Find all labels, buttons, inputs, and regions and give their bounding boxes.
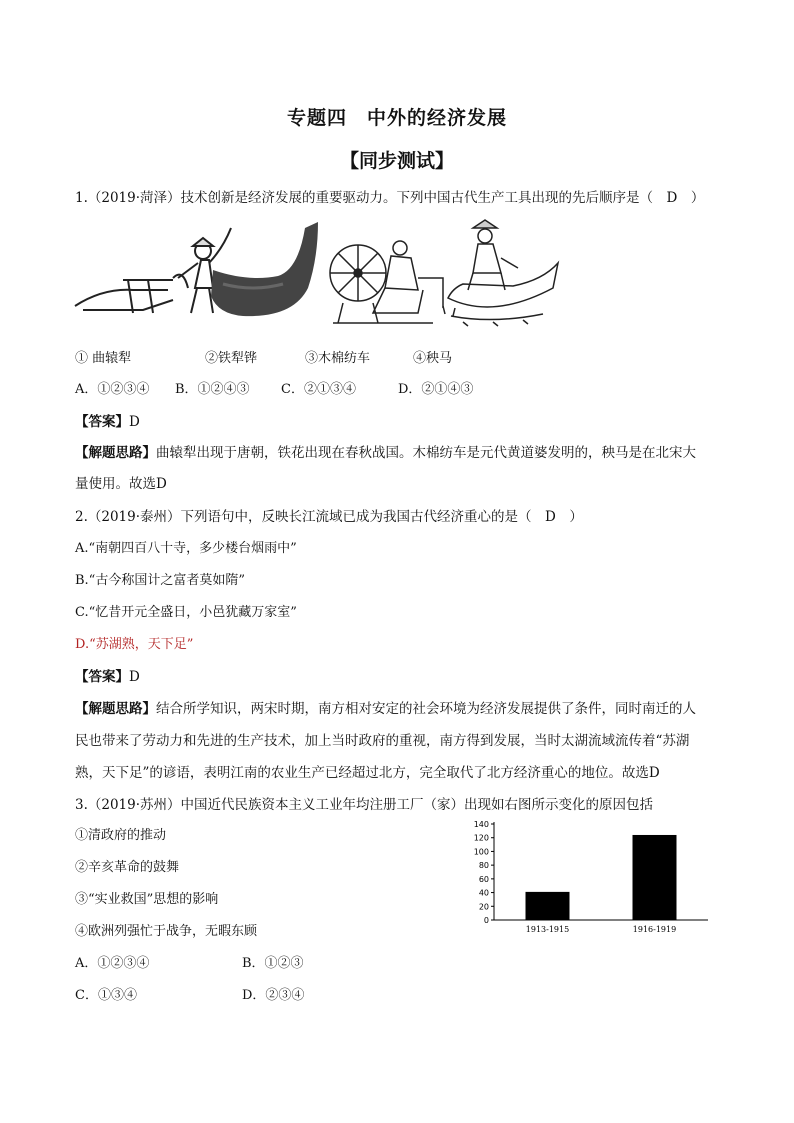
q2-option-d: D.“苏湖熟，天下足” (75, 637, 194, 652)
q1-stem: 1.（2019·菏泽）技术创新是经济发展的重要驱动力。下列中国古代生产工具出现的先后顺序是（ D ） (75, 190, 705, 206)
y-tick-label: 120 (473, 833, 489, 843)
q3-bar-chart-svg (468, 815, 718, 940)
q2-analysis (75, 697, 696, 717)
q2-answer (75, 665, 140, 685)
q2-analysis-line1: 结合所学知识，两宋时期，南方相对安定的社会环境为经济发展提供了条件，同时南迁的人 (156, 701, 696, 717)
x-tick-label: 1913-1915 (525, 925, 570, 934)
q1-tool-1: ① 曲辕犁 (75, 351, 132, 366)
q3-item-1: ①清政府的推动 (75, 828, 167, 843)
q3-option-b: B．①②③ (242, 956, 304, 971)
bar (526, 892, 570, 920)
y-tick-label: 80 (478, 861, 489, 871)
q2-stem: 2.（2019·泰州）下列语句中，反映长江流域已成为我国古代经济重心的是（ D ） (75, 509, 583, 525)
q1-answer (75, 410, 140, 430)
tools-illustration-svg (73, 218, 563, 328)
q1-analysis-label: 【解题思路】 (75, 445, 156, 461)
q1-tool-4: ④秧马 (413, 351, 453, 366)
q2-option-b: B.“古今称国计之富者莫如隋” (75, 573, 245, 588)
q1-analysis-line1: 曲辕犁出现于唐朝，铁花出现在春秋战国。木棉纺车是元代黄道婆发明的，秧马是在北宋大 (156, 445, 696, 461)
page-title: 专题四 中外的经济发展 (286, 107, 507, 129)
seedling-horse-drawing (443, 220, 558, 326)
q3-stem: 3.（2019·苏州）中国近代民族资本主义工业年均注册工厂（家）出现如右图所示变化的原因包括 (75, 797, 654, 813)
x-tick-label: 1916-1919 (632, 925, 677, 934)
y-tick-label: 20 (478, 902, 489, 912)
q3-item-3: ③“实业救国”思想的影响 (75, 892, 219, 907)
spinning-wheel-drawing (330, 241, 443, 323)
q3-item-2: ②辛亥革命的鼓舞 (75, 860, 180, 875)
q3-option-d: D．②③④ (242, 988, 305, 1003)
q1-option-b: B．①②④③ (175, 382, 250, 397)
section-subtitle: 【同步测试】 (339, 150, 454, 172)
q1-tools-illustration (73, 218, 563, 328)
q3-bar-chart (468, 815, 718, 940)
q2-answer-value: D (129, 669, 140, 685)
bar (633, 835, 677, 920)
q2-option-a: A.“南朝四百八十寺，多少楼台烟雨中” (75, 541, 297, 556)
y-tick-label: 60 (478, 874, 489, 884)
q3-option-c: C．①③④ (75, 988, 137, 1003)
q3-option-a: A．①②③④ (75, 956, 150, 971)
q2-analysis-label: 【解题思路】 (75, 701, 156, 717)
y-tick-label: 140 (473, 820, 489, 829)
q1-tool-2: ②铁犁铧 (205, 351, 258, 366)
q2-answer-label: 【答案】 (75, 669, 129, 685)
q2-analysis-line3: 熟，天下足”的谚语，表明江南的农业生产已经超过北方，完全取代了北方经济重心的地位。故选D (75, 765, 660, 781)
q1-answer-label: 【答案】 (75, 414, 129, 430)
q3-item-4: ④欧洲列强忙于战争，无暇东顾 (75, 924, 258, 939)
q1-option-d: D．②①④③ (398, 382, 474, 397)
y-tick-label: 0 (483, 916, 489, 925)
q1-analysis-line2: 量使用。故选D (75, 476, 167, 492)
q2-analysis-line2: 民也带来了劳动力和先进的生产技术，加上当时政府的重视，南方得到发展，当时太湖流域流传着“苏湖 (75, 733, 690, 749)
q1-answer-value: D (129, 414, 140, 430)
curved-plow-drawing (75, 228, 231, 313)
q1-option-c: C．②①③④ (281, 382, 356, 397)
q2-option-c: C.“忆昔开元全盛日，小邑犹藏万家室” (75, 605, 297, 620)
y-tick-label: 40 (478, 888, 489, 898)
q1-tool-3: ③木棉纺车 (305, 351, 371, 366)
y-tick-label: 100 (473, 847, 489, 857)
q1-analysis (75, 441, 696, 461)
q1-option-a: A．①②③④ (75, 382, 150, 397)
